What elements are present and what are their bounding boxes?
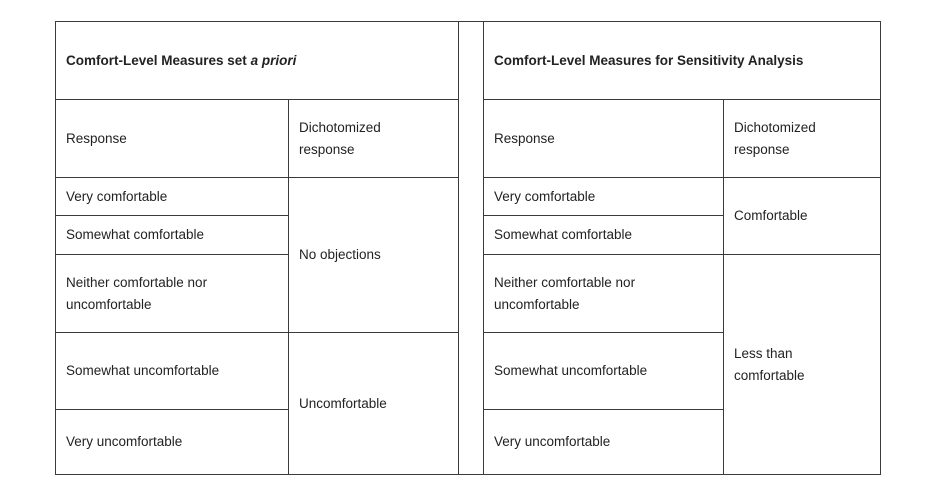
table-separator [458,21,484,475]
left-table-title: Comfort-Level Measures set a priori [55,21,459,100]
left-row-neither: Neither comfortable nor uncomfortable [55,254,289,333]
left-row-very-uncomfortable: Very uncomfortable [55,409,289,475]
left-row-somewhat-comfortable: Somewhat comfortable [55,215,289,255]
right-group-comfortable: Comfortable [723,177,881,255]
right-row-neither: Neither comfortable nor uncomfortable [483,254,724,333]
right-row-very-comfortable: Very comfortable [483,177,724,216]
left-group-uncomfortable: Uncomfortable [288,332,459,475]
left-col-dichotomized-header: Dichotomized response [288,99,459,178]
right-row-very-uncomfortable: Very uncomfortable [483,409,724,475]
right-table-title: Comfort-Level Measures for Sensitivity Analysis [483,21,881,100]
right-row-somewhat-uncomfortable: Somewhat uncomfortable [483,332,724,410]
right-row-somewhat-comfortable: Somewhat comfortable [483,215,724,255]
left-group-no-objections: No objections [288,177,459,333]
left-col-response-header: Response [55,99,289,178]
right-col-response-header: Response [483,99,724,178]
right-col-dichotomized-header: Dichotomized response [723,99,881,178]
right-group-less-than-comfortable: Less than comfortable [723,254,881,475]
left-row-very-comfortable: Very comfortable [55,177,289,216]
left-row-somewhat-uncomfortable: Somewhat uncomfortable [55,332,289,410]
